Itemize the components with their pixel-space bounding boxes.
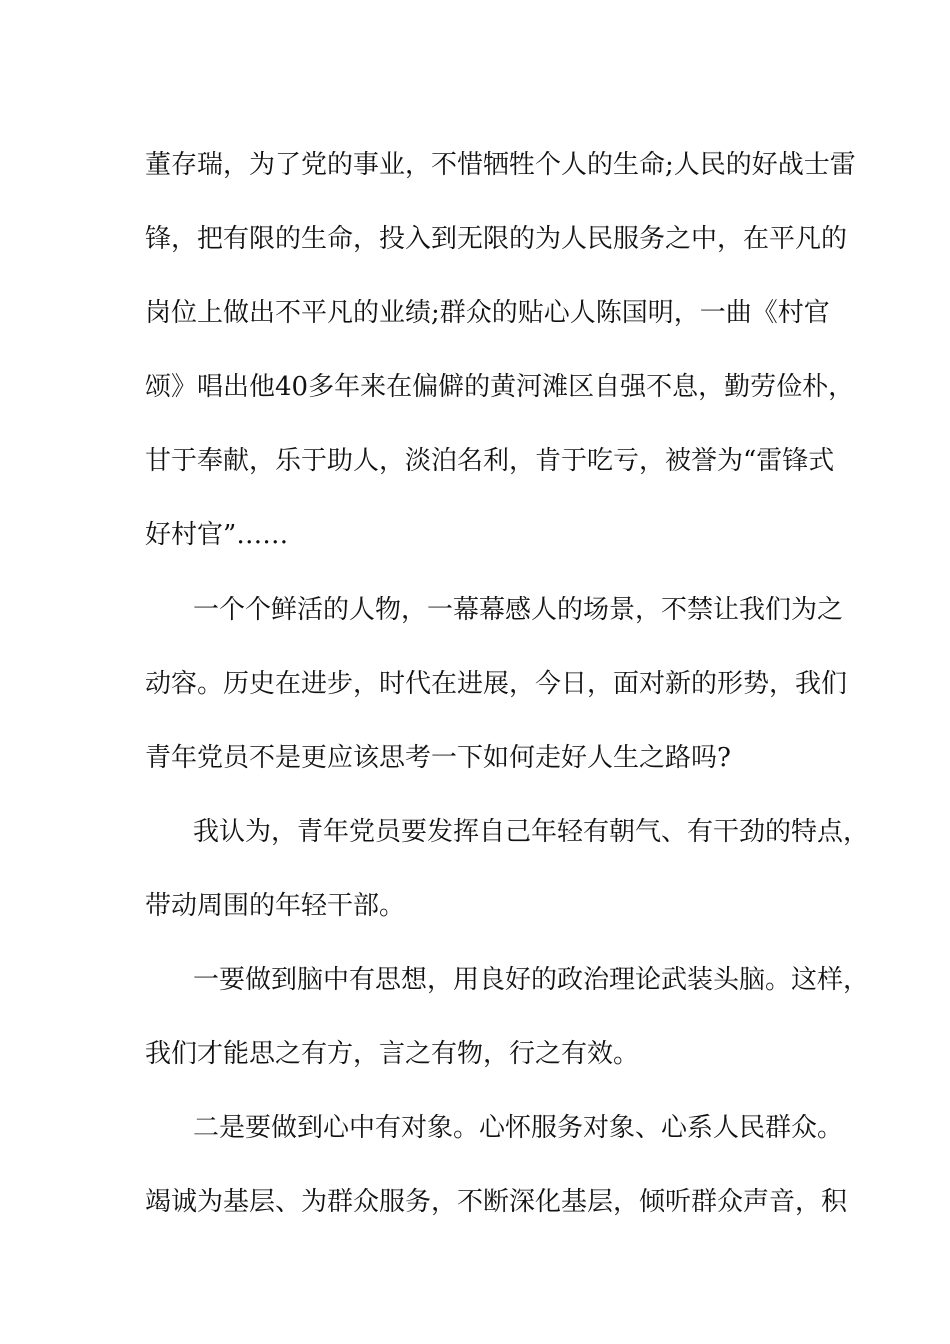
document-body [145,128,870,1239]
paragraph-first-line: 我认为，青年党员要发挥自己年轻有朝气、有干劲的特点， [193,816,870,847]
text-line: 青年党员不是更应该思考一下如何走好人生之路吗? [145,742,731,773]
text-line: 董存瑞，为了党的事业，不惜牺牲个人的生命;人民的好战士雷 [145,150,856,180]
text-line: 颂》唱出他40多年来在偏僻的黄河滩区自强不息，勤劳俭朴， [145,372,855,403]
paragraph-first-line: 一个个鲜活的人物，一幕幕感人的场景，不禁让我们为之 [193,594,844,625]
paragraph-first-line: 一要做到脑中有思想，用良好的政治理论武装头脑。这样， [193,965,870,996]
text-line: 好村官”…… [145,520,289,551]
text-line: 竭诚为基层、为群众服务，不断深化基层，倾听群众声音，积 [145,1187,848,1218]
text-line: 带动周围的年轻干部。 [145,890,406,921]
text-line: 甘于奉献，乐于助人，淡泊名利，肯于吃亏，被誉为“雷锋式 [145,446,835,477]
text-line: 锋，把有限的生命，投入到无限的为人民服务之中，在平凡的 [145,224,848,255]
text-line: 我们才能思之有方，言之有物，行之有效。 [145,1039,640,1070]
text-line: 岗位上做出不平凡的业绩;群众的贴心人陈国明，一曲《村官 [145,298,830,329]
paragraph-first-line: 二是要做到心中有对象。心怀服务对象、心系人民群众。 [193,1113,844,1144]
text-line: 动容。历史在进步，时代在进展，今日，面对新的形势，我们 [145,668,848,699]
